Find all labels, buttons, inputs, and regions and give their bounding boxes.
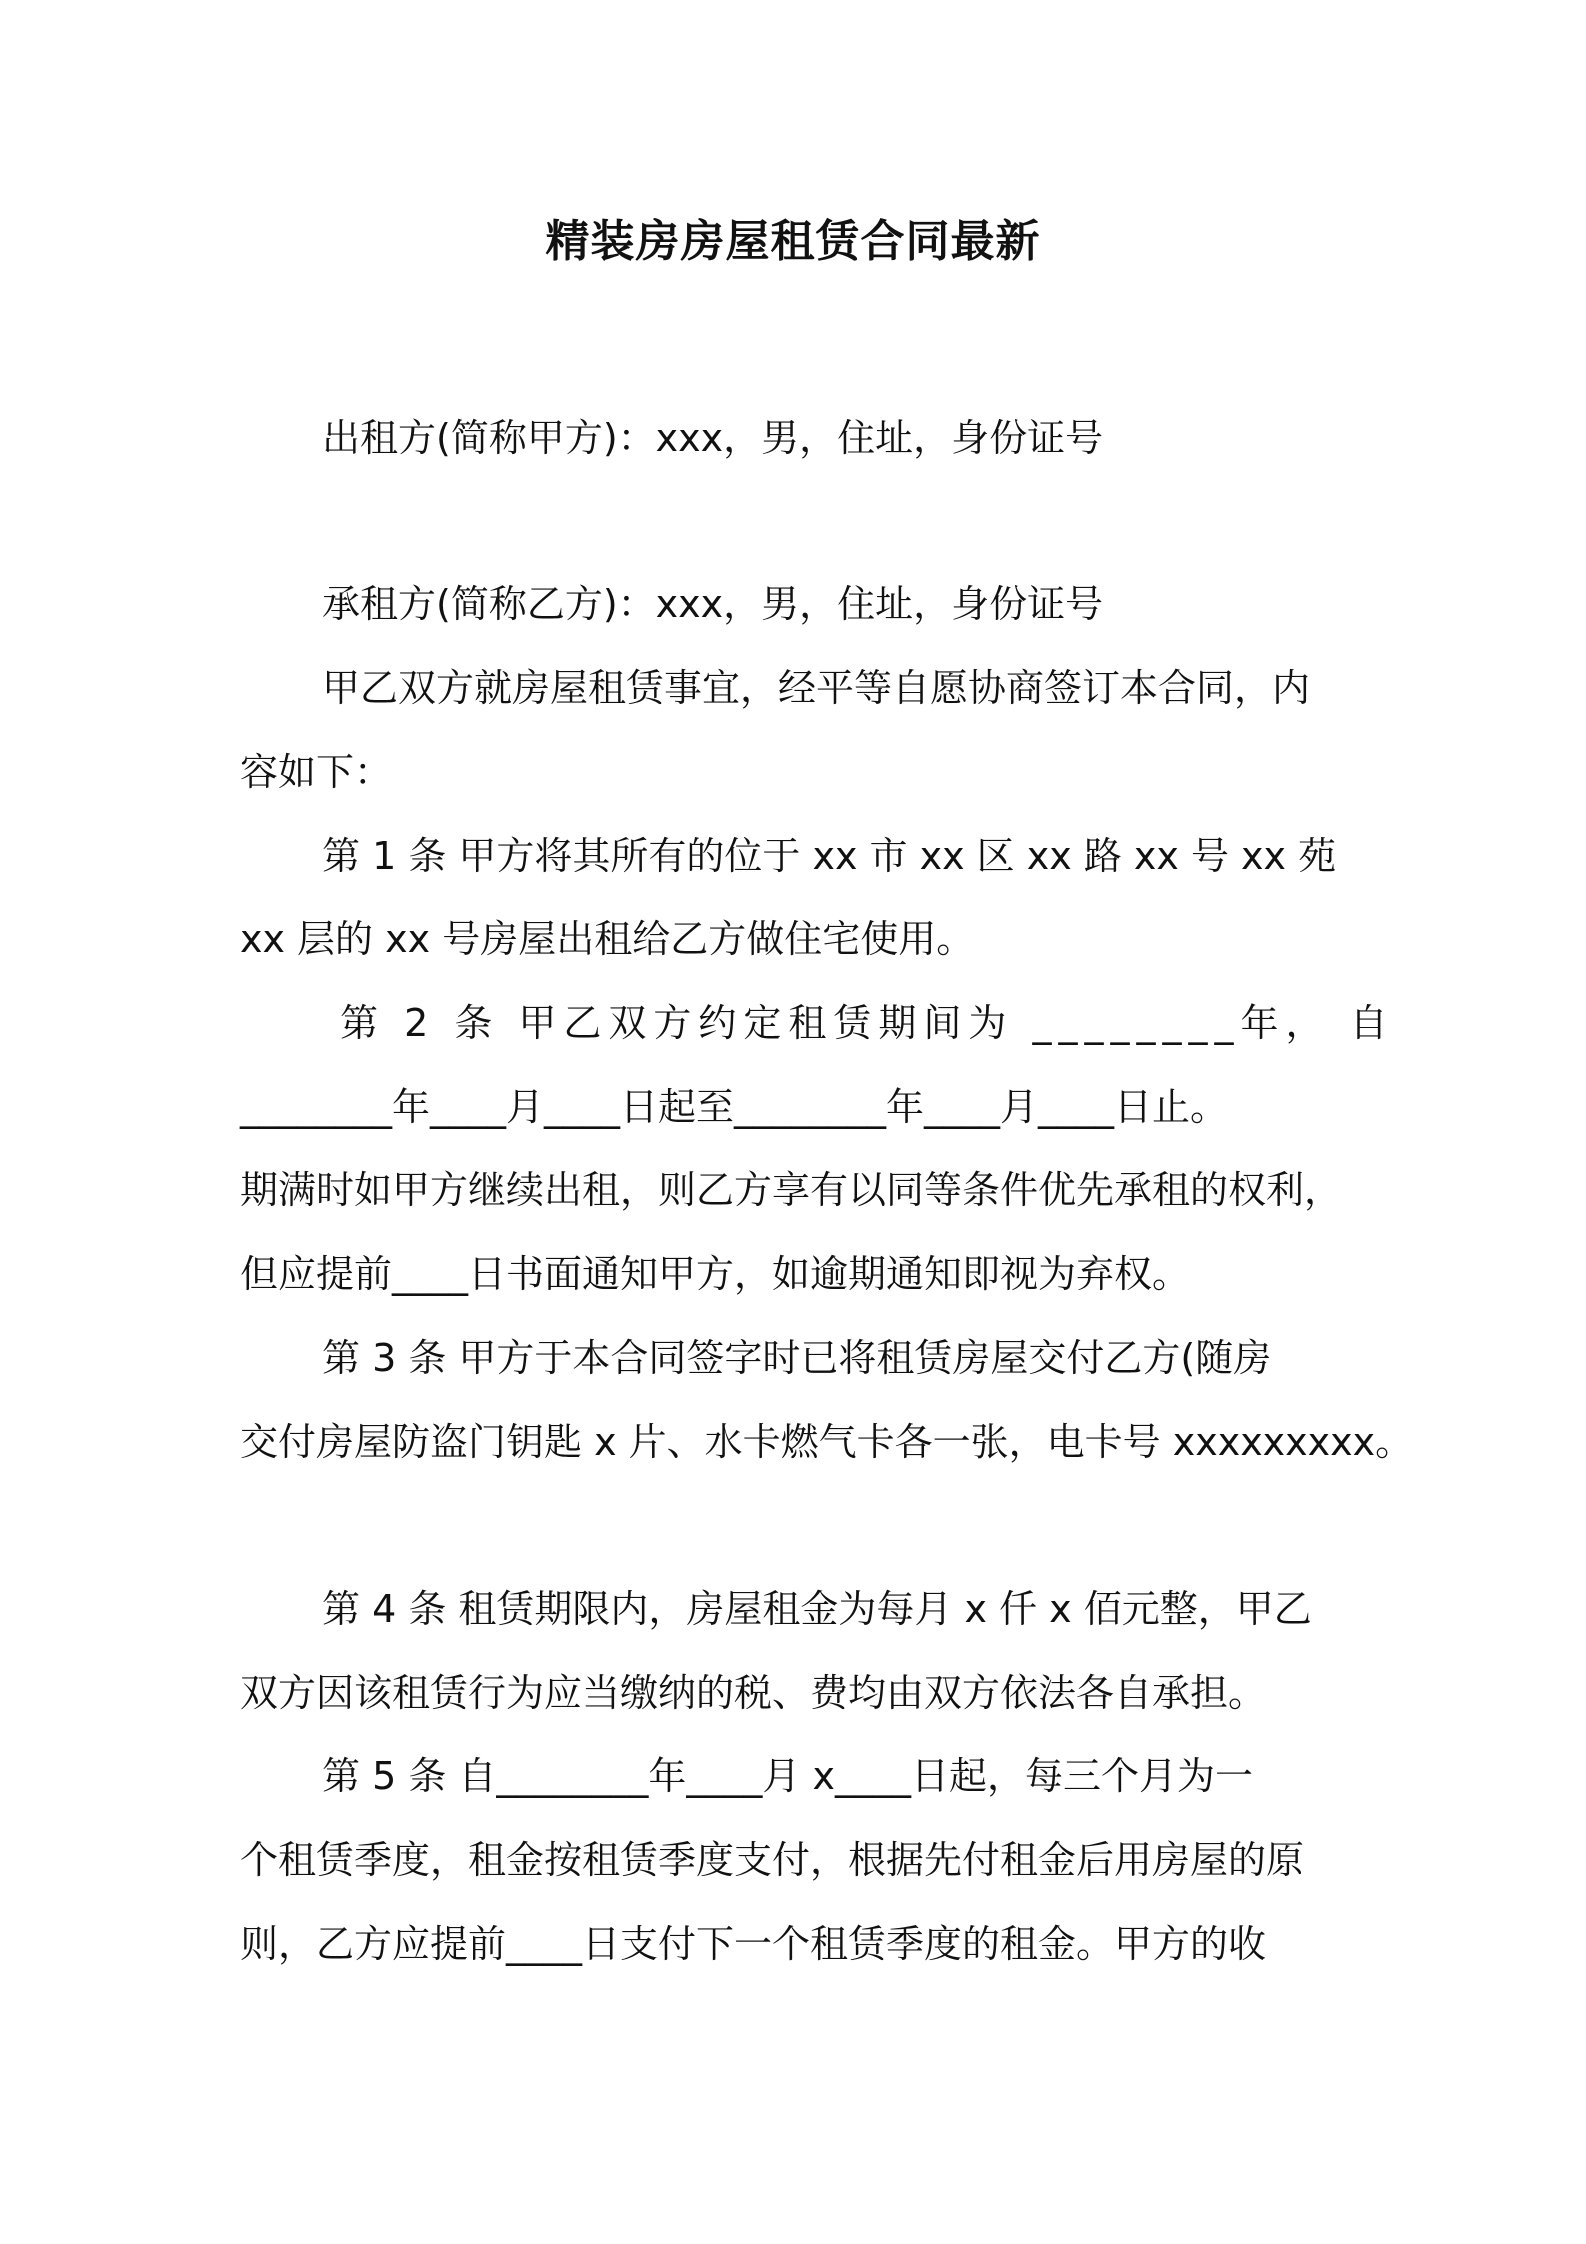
article-5-line-2: 个租赁季度，租金按租赁季度支付，根据先付租金后用房屋的原 <box>240 1838 1305 1882</box>
party-a-line: 出租方(简称甲方)：xxx，男，住址，身份证号 <box>322 416 1104 460</box>
article-4-line-1: 第 4 条 租赁期限内，房屋租金为每月 x 仟 x 佰元整，甲乙 <box>322 1587 1312 1631</box>
document-title: 精装房房屋租赁合同最新 <box>545 216 1041 267</box>
article-1-line-2: xx 层的 xx 号房屋出租给乙方做住宅使用。 <box>240 917 975 961</box>
article-2-line-4: 但应提前____日书面通知甲方，如逾期通知即视为弃权。 <box>240 1252 1191 1296</box>
article-2-line-1: 第 2 条 甲乙双方约定租赁期间为 ________年， 自 <box>340 1001 1395 1045</box>
article-3-line-2: 交付房屋防盗门钥匙 x 片、水卡燃气卡各一张，电卡号 xxxxxxxxx。 <box>240 1420 1414 1464</box>
article-3-line-1: 第 3 条 甲方于本合同签字时已将租赁房屋交付乙方(随房 <box>322 1336 1272 1380</box>
article-1-line-1: 第 1 条 甲方将其所有的位于 xx 市 xx 区 xx 路 xx 号 xx 苑 <box>322 834 1337 878</box>
party-b-line: 承租方(简称乙方)：xxx，男，住址，身份证号 <box>322 582 1104 626</box>
article-4-line-2: 双方因该租赁行为应当缴纳的税、费均由双方依法各自承担。 <box>240 1671 1267 1715</box>
intro-line-2: 容如下： <box>240 750 393 794</box>
article-2-line-3: 期满时如甲方继续出租，则乙方享有以同等条件优先承租的权利， <box>240 1168 1343 1212</box>
article-5-line-1: 第 5 条 自________年____月 x____日起，每三个月为一 <box>322 1754 1253 1798</box>
intro-line-1: 甲乙双方就房屋租赁事宜，经平等自愿协商签订本合同，内 <box>322 666 1311 710</box>
article-2-line-2: ________年____月____日起至________年____月____日止。 <box>240 1085 1229 1129</box>
article-5-line-3: 则，乙方应提前____日支付下一个租赁季度的租金。甲方的收 <box>240 1922 1267 1966</box>
